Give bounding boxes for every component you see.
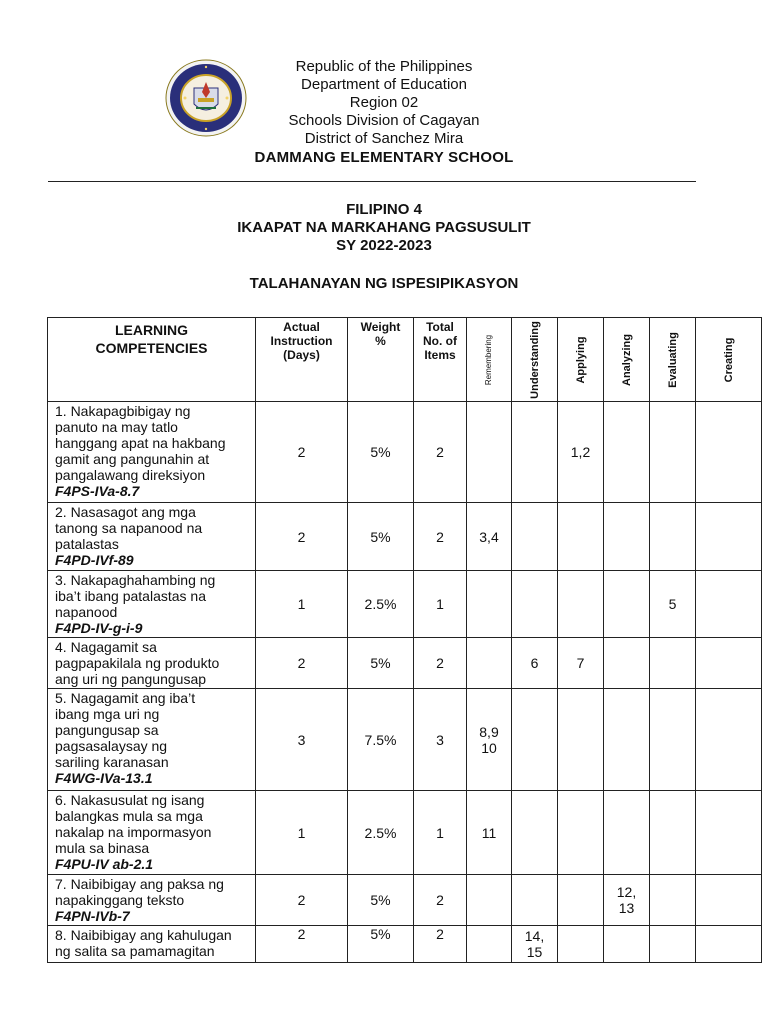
analyzing-cell: 12, 13 (604, 875, 650, 926)
header-divider (48, 181, 696, 182)
creating-cell (696, 926, 762, 963)
days-cell: 3 (256, 689, 348, 791)
competency-code: F4PS-IVa-8.7 (55, 483, 140, 499)
table-row (48, 638, 762, 689)
table-row (48, 503, 762, 571)
header-competencies: LEARNING COMPETENCIES (48, 318, 256, 402)
creating-cell (696, 791, 762, 875)
analyzing-cell (604, 402, 650, 503)
remembering-cell (467, 638, 512, 689)
evaluating-cell (650, 689, 696, 791)
applying-cell (558, 926, 604, 963)
table-row (48, 402, 762, 503)
analyzing-cell (604, 791, 650, 875)
competency-code: F4PD-IVf-89 (55, 552, 134, 568)
competency-cell: 4. Nagagamit sa pagpapakilala ng produkto ang uri ng pangungusap (48, 638, 256, 689)
header-district: District of Sanchez Mira (304, 130, 464, 147)
weight-cell: 5% (348, 402, 414, 503)
header-region: Region 02 (349, 94, 419, 111)
competency-code: F4PD-IV-g-i-9 (55, 620, 143, 636)
days-cell: 1 (256, 791, 348, 875)
header-republic: Republic of the Philippines (295, 58, 473, 75)
understanding-cell: 6 (512, 638, 558, 689)
understanding-cell (512, 875, 558, 926)
remembering-cell: 8,9 10 (467, 689, 512, 791)
applying-cell (558, 571, 604, 638)
table-row (48, 875, 762, 926)
competency-cell: 3. Nakapaghahambing ng iba’t ibang patalastas na napanood F4PD-IV-g-i-9 (48, 571, 256, 638)
applying-cell (558, 689, 604, 791)
creating-cell (696, 875, 762, 926)
competency-cell: 1. Nakapagbibigay ng panuto na may tatlo hanggang apat na hakbang gamit ang pangunahin at pangalawang direksiyon F4PS-IVa-8.7 (48, 402, 256, 503)
weight-cell: 2.5% (348, 791, 414, 875)
days-cell: 2 (256, 638, 348, 689)
table-row (48, 926, 762, 963)
header-weight: Weight % (348, 318, 414, 402)
days-cell: 2 (256, 503, 348, 571)
weight-cell: 5% (348, 926, 414, 963)
table-row (48, 791, 762, 875)
competency-code: F4WG-IVa-13.1 (55, 770, 153, 786)
creating-cell (696, 503, 762, 571)
evaluating-cell (650, 638, 696, 689)
items-cell: 1 (414, 571, 467, 638)
applying-cell: 7 (558, 638, 604, 689)
applying-cell (558, 503, 604, 571)
school-year: SY 2022-2023 (336, 237, 432, 254)
evaluating-cell (650, 503, 696, 571)
header-creating: Creating (696, 318, 762, 402)
days-cell: 1 (256, 571, 348, 638)
competency-cell: 7. Naibibigay ang paksa ng napakinggang teksto F4PN-IVb-7 (48, 875, 256, 926)
items-cell: 3 (414, 689, 467, 791)
creating-cell (696, 402, 762, 503)
exam-titles (150, 201, 618, 293)
items-cell: 2 (414, 875, 467, 926)
weight-cell: 7.5% (348, 689, 414, 791)
exam-title: IKAAPAT NA MARKAHANG PAGSUSULIT (237, 219, 531, 236)
items-cell: 2 (414, 638, 467, 689)
items-cell: 2 (414, 926, 467, 963)
weight-cell: 5% (348, 638, 414, 689)
analyzing-cell (604, 689, 650, 791)
header-analyzing: Analyzing (604, 318, 650, 402)
analyzing-cell (604, 571, 650, 638)
header-remembering: Remembering (467, 318, 512, 402)
tos-title: TALAHANAYAN NG ISPESIPIKASYON (249, 275, 519, 292)
table-row (48, 689, 762, 791)
weight-cell: 2.5% (348, 571, 414, 638)
competency-cell: 5. Nagagamit ang iba’t ibang mga uri ng pangungusap sa pagsasalaysay ng sariling karanasan F4WG-IVa-13.1 (48, 689, 256, 791)
creating-cell (696, 571, 762, 638)
tos-table (47, 317, 762, 963)
document-header (200, 58, 568, 167)
evaluating-cell: 5 (650, 571, 696, 638)
understanding-cell (512, 689, 558, 791)
competency-code: F4PN-IVb-7 (55, 908, 130, 924)
understanding-cell (512, 402, 558, 503)
remembering-cell (467, 875, 512, 926)
items-cell: 2 (414, 402, 467, 503)
understanding-cell (512, 571, 558, 638)
subject-title: FILIPINO 4 (346, 201, 422, 218)
competency-cell: 8. Naibibigay ang kahulugan ng salita sa pamamagitan (48, 926, 256, 963)
applying-cell (558, 875, 604, 926)
competency-cell: 6. Nakasusulat ng isang balangkas mula sa mga nakalap na impormasyon mula sa binasa F4PU-IV ab-2.1 (48, 791, 256, 875)
header-understanding: Understanding (512, 318, 558, 402)
remembering-cell (467, 402, 512, 503)
evaluating-cell (650, 926, 696, 963)
header-applying: Applying (558, 318, 604, 402)
evaluating-cell (650, 402, 696, 503)
table-header-row (48, 318, 762, 402)
remembering-cell: 3,4 (467, 503, 512, 571)
analyzing-cell (604, 638, 650, 689)
creating-cell (696, 638, 762, 689)
weight-cell: 5% (348, 875, 414, 926)
header-total-items: Total No. of Items (414, 318, 467, 402)
header-days: Actual Instruction (Days) (256, 318, 348, 402)
evaluating-cell (650, 791, 696, 875)
table-row (48, 571, 762, 638)
evaluating-cell (650, 875, 696, 926)
understanding-cell: 14, 15 (512, 926, 558, 963)
items-cell: 2 (414, 503, 467, 571)
remembering-cell (467, 571, 512, 638)
understanding-cell (512, 791, 558, 875)
remembering-cell: 11 (467, 791, 512, 875)
understanding-cell (512, 503, 558, 571)
applying-cell (558, 791, 604, 875)
days-cell: 2 (256, 926, 348, 963)
analyzing-cell (604, 926, 650, 963)
applying-cell: 1,2 (558, 402, 604, 503)
analyzing-cell (604, 503, 650, 571)
remembering-cell (467, 926, 512, 963)
competency-cell: 2. Nasasagot ang mga tanong sa napanood na patalastas F4PD-IVf-89 (48, 503, 256, 571)
items-cell: 1 (414, 791, 467, 875)
competency-code: F4PU-IV ab-2.1 (55, 856, 154, 872)
days-cell: 2 (256, 402, 348, 503)
header-division: Schools Division of Cagayan (288, 112, 480, 129)
creating-cell (696, 689, 762, 791)
header-department: Department of Education (301, 76, 467, 93)
days-cell: 2 (256, 875, 348, 926)
header-evaluating: Evaluating (650, 318, 696, 402)
weight-cell: 5% (348, 503, 414, 571)
school-name: DAMMANG ELEMENTARY SCHOOL (254, 149, 514, 166)
